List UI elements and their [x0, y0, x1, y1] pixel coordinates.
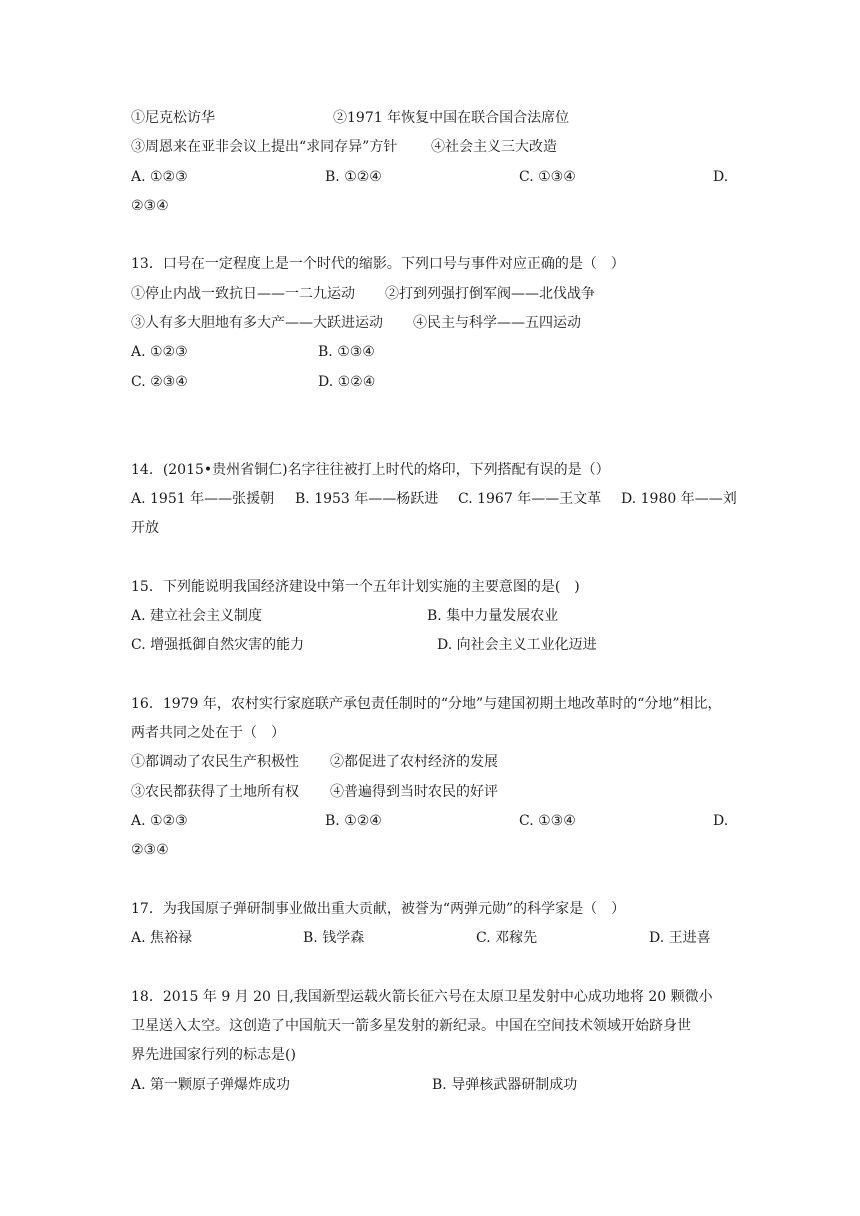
q17-stem: 17．为我国原子弹研制事业做出重大贡献，被誉为“两弹元勋”的科学家是（ ）: [131, 901, 626, 917]
q13-item-4: ④民主与科学——五四运动: [413, 315, 581, 331]
q13-item-2: ②打到列强打倒军阀——北伐战争: [385, 286, 595, 302]
q13-option-a: A. ①②③: [131, 344, 188, 360]
q14-option-c: C. 1967 年——王文革: [458, 491, 602, 507]
q12-option-d-value: ②③④: [131, 198, 169, 214]
q13-option-b: B. ①③④: [318, 344, 375, 360]
q15-option-b: B. 集中力量发展农业: [427, 608, 559, 624]
q18-stem-line-3: 界先进国家行列的标志是(): [131, 1047, 296, 1063]
q18-option-a: A. 第一颗原子弹爆炸成功: [131, 1077, 291, 1093]
q16-option-d-value: ②③④: [131, 842, 169, 858]
q12-option-d-label: D.: [713, 169, 729, 185]
q16-stem-line-1: 16．1979 年，农村实行家庭联产承包责任制时的“分地”与建国初期土地改革时的“分地”相比，: [131, 696, 722, 712]
q17-option-a: A. 焦裕禄: [131, 930, 193, 946]
q16-stem-line-2: 两者共同之处在于（ ）: [131, 725, 285, 741]
q16-item-2: ②都促进了农村经济的发展: [330, 754, 498, 770]
q15-option-c: C. 增强抵御自然灾害的能力: [131, 637, 305, 653]
q14-stem: 14．(2015•贵州省铜仁)名字往往被打上时代的烙印，下列搭配有误的是（）: [131, 462, 610, 478]
q14-option-d-continued: 开放: [131, 520, 159, 536]
q18-stem-line-1: 18．2015 年 9 月 20 日,我国新型运载火箭长征六号在太原卫星发射中心成功地将 20 颗微小: [131, 989, 713, 1005]
q16-option-d-label: D.: [713, 813, 729, 829]
q14-option-b: B. 1953 年——杨跃进: [295, 491, 439, 507]
q13-stem: 13．口号在一定程度上是一个时代的缩影。下列口号与事件对应正确的是（ ）: [131, 256, 625, 272]
q16-item-3: ③农民都获得了土地所有权: [131, 784, 299, 800]
q15-stem: 15．下列能说明我国经济建设中第一个五年计划实施的主要意图的是( ): [131, 579, 580, 595]
q17-option-b: B. 钱学森: [303, 930, 365, 946]
q16-item-4: ④普遍得到当时农民的好评: [330, 784, 498, 800]
q16-item-1: ①都调动了农民生产积极性: [131, 754, 299, 770]
q12-option-a: A. ①②③: [131, 169, 188, 185]
q17-option-d: D. 王进喜: [649, 930, 711, 946]
q15-option-a: A. 建立社会主义制度: [131, 608, 263, 624]
q17-option-c: C. 邓稼先: [476, 930, 538, 946]
q13-item-3: ③人有多大胆地有多大产——大跃进运动: [131, 315, 383, 331]
q12-item-4: ④社会主义三大改造: [431, 139, 557, 155]
q16-option-a: A. ①②③: [131, 813, 188, 829]
q14-option-d: D. 1980 年——刘: [621, 491, 737, 507]
q13-item-1: ①停止内战一致抗日——一二九运动: [131, 286, 355, 302]
q13-option-c: C. ②③④: [131, 374, 188, 390]
q13-option-d: D. ①②④: [318, 374, 376, 390]
q12-item-1: ①尼克松访华: [131, 110, 215, 126]
q12-option-c: C. ①③④: [519, 169, 576, 185]
q15-option-d: D. 向社会主义工业化迈进: [437, 637, 597, 653]
q12-item-3: ③周恩来在亚非会议上提出“求同存异”方针: [131, 139, 398, 155]
q14-option-a: A. 1951 年——张援朝: [131, 491, 275, 507]
q18-stem-line-2: 卫星送入太空。这创造了中国航天一箭多星发射的新纪录。中国在空间技术领域开始跻身世: [131, 1018, 691, 1034]
q16-option-c: C. ①③④: [519, 813, 576, 829]
q18-option-b: B. 导弹核武器研制成功: [432, 1077, 578, 1093]
q16-option-b: B. ①②④: [325, 813, 382, 829]
q12-option-b: B. ①②④: [325, 169, 382, 185]
q12-item-2: ②1971 年恢复中国在联合国合法席位: [333, 110, 570, 126]
